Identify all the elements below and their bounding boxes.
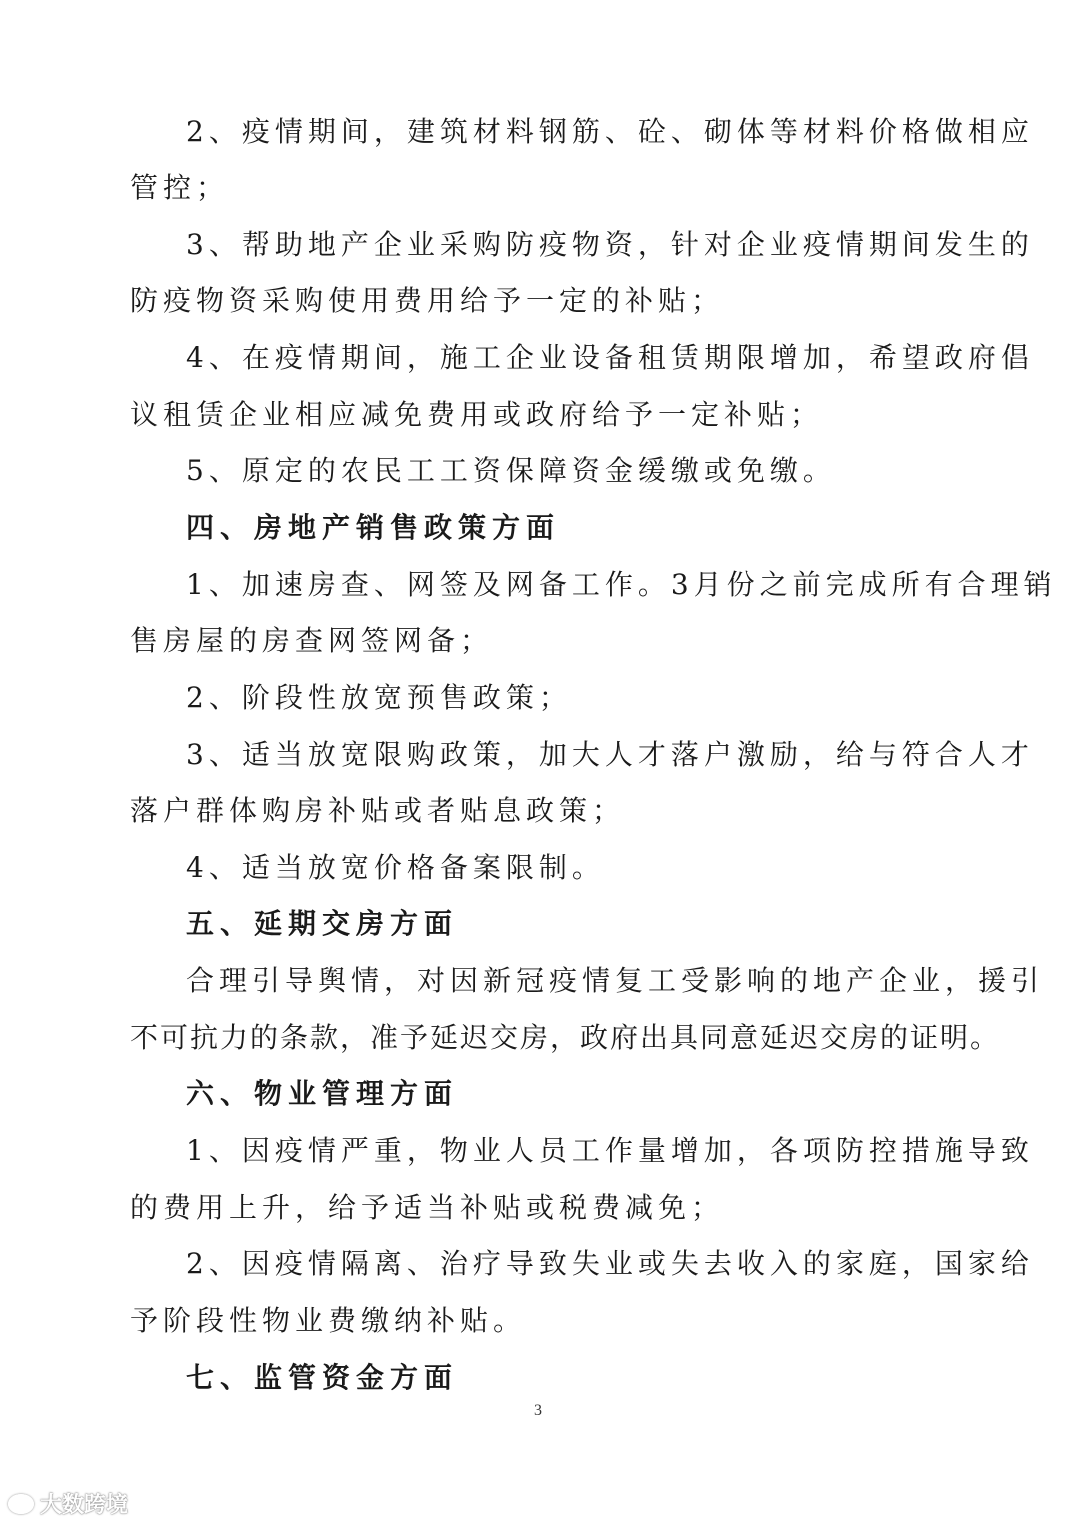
text-line: 防疫物资采购使用费用给予一定的补贴； (130, 284, 725, 317)
text-line: 2、疫情期间，建筑材料钢筋、砼、砌体等材料价格做相应 (186, 115, 1034, 148)
text-line: 4、在疫情期间，施工企业设备租赁期限增加，希望政府倡 (186, 341, 1034, 374)
text-line: 的费用上升，给予适当补贴或税费减免； (130, 1191, 725, 1224)
text-line: 2、阶段性放宽预售政策； (186, 681, 572, 714)
watermark (8, 1488, 128, 1519)
text-line: 不可抗力的条款，准予延迟交房，政府出具同意延迟交房的证明。 (130, 1021, 1001, 1054)
text-line: 3、帮助地产企业采购防疫物资，针对企业疫情期间发生的 (186, 228, 1034, 261)
text-line: 2、因疫情隔离、治疗导致失业或失去收入的家庭，国家给 (186, 1247, 1034, 1280)
text-line: 管控； (130, 171, 230, 204)
text-line: 4、适当放宽价格备案限制。 (186, 851, 605, 884)
text-line: 1、因疫情严重，物业人员工作量增加，各项防控措施导致 (186, 1134, 1034, 1167)
text-line: 售房屋的房查网签网备； (130, 624, 494, 657)
text-line: 落户群体购房补贴或者贴息政策； (130, 794, 626, 827)
section-heading: 四、房地产销售政策方面 (186, 511, 561, 544)
page-number: 3 (534, 1402, 542, 1419)
text-line: 议租赁企业相应减免费用或政府给予一定补贴； (130, 398, 824, 431)
weibo-logo-icon (8, 1494, 34, 1514)
text-line: 5、原定的农民工工资保障资金缓缴或免缴。 (186, 454, 836, 487)
text-line: 予阶段性物业费缴纳补贴。 (130, 1304, 527, 1337)
text-line: 1、加速房查、网签及网备工作。3月份之前完成所有合理销 (186, 568, 1057, 601)
section-heading: 七、监管资金方面 (186, 1361, 459, 1394)
section-heading: 五、延期交房方面 (186, 907, 459, 940)
text-line: 合理引导舆情，对因新冠疫情复工受影响的地产企业，援引 (186, 964, 1045, 997)
section-heading: 六、物业管理方面 (186, 1077, 459, 1110)
text-line: 3、适当放宽限购政策，加大人才落户激励，给与符合人才 (186, 738, 1034, 771)
watermark-text: 大数跨境 (40, 1493, 129, 1518)
